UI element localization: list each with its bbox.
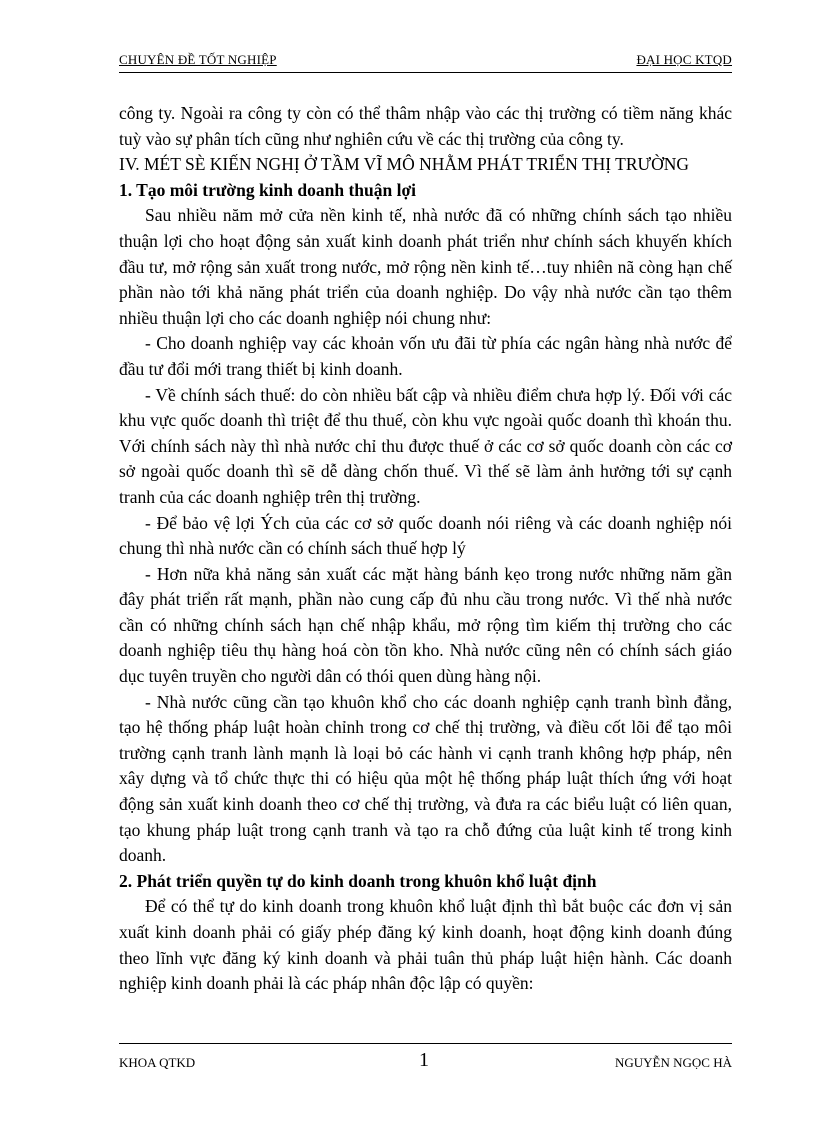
paragraph-5: - Hơn nữa khả năng sản xuất các mặt hàng bánh kẹo trong nước những năm gần đây phát triển rất mạnh, phần nào cung cấp đủ nhu cầu trong nước. Vì thế nhà nước cần có những chính sách hạn chế nhập khẩu, mở rộng tìm kiếm thị trường cho các doanh nghiệp tiêu thụ hàng hoá còn tồn kho. Nhà nước cũng nên có chính sách giáo dục tuyên truyền cho người dân có thói quen dùng hàng nội. xyxy=(119,563,732,687)
page-number: 1 xyxy=(419,1049,429,1071)
paragraph-3: - Về chính sách thuế: do còn nhiều bất cập và nhiều điểm chưa hợp lý. Đối với các khu vực quốc doanh thì triệt để thu thuế, còn khu vực ngoài quốc doanh thì khoán thu. Với chính sách này thì nhà nước chỉ thu được thuế ở các cơ sở quốc doanh còn các cơ sở ngoài quốc doanh thì sẽ dễ dàng chốn thuế. Vì thế sẽ làm ảnh hưởng tới sự cạnh tranh của các doanh nghiệp trên thị trường. xyxy=(119,384,732,507)
header-left: CHUYÊN ĐỀ TỐT NGHIỆP xyxy=(119,52,277,67)
paragraph-1: Sau nhiều năm mở cửa nền kinh tế, nhà nước đã có những chính sách tạo nhiều thuận lợi cho hoạt động sản xuất kinh doanh phát triển như chính sách khuyến khích đầu tư, mở rộng sản xuất trong nước, mở rộng nền kinh tế…tuy nhiên nã còng hạn chế phần nào tới khả năng phát triển của doanh nghiệp. Do vậy nhà nước cần tạo thêm nhiều thuận lợi cho các doanh nghiệp nói chung như: xyxy=(119,205,732,328)
paragraph-6: - Nhà nước cũng cần tạo khuôn khổ cho các doanh nghiệp cạnh tranh bình đẳng, tạo hệ thống pháp luật hoàn chỉnh trong cơ chế thị trường, và điều cốt lõi để tạo môi trường cạnh tranh lành mạnh là loại bỏ các hành vi cạnh tranh không hợp pháp, nên xây dựng và tổ chức thực thi có hiệu qủa một hệ thống pháp luật thích ứng với hoạt động sản xuất kinh doanh theo cơ chế thị trường, và đưa ra các biểu luật có liên quan, tạo khung pháp luật trong cạnh tranh và tạo ra chỗ đứng của luật kinh tế trong kinh doanh. xyxy=(119,691,732,866)
paragraph-7: Để có thể tự do kinh doanh trong khuôn khổ luật định thì bắt buộc các đơn vị sản xuất kinh doanh phải có giấy phép đăng ký kinh doanh, hoạt động kinh doanh đúng theo lĩnh vực đăng ký kinh doanh và phải tuân thủ pháp luật hiện hành. Các doanh nghiệp kinh doanh phải là các pháp nhân độc lập có quyền: xyxy=(119,896,732,994)
paragraph-2: - Cho doanh nghiệp vay các khoản vốn ưu đãi từ phía các ngân hàng nhà nước để đầu tư đổi mới trang thiết bị kinh doanh. xyxy=(119,333,732,379)
header-right: ĐẠI HỌC KTQD xyxy=(636,52,732,67)
subheading-1: 1. Tạo môi trường kinh doanh thuận lợi xyxy=(119,179,417,200)
subheading-2: 2. Phát triển quyền tự do kinh doanh trong khuôn khổ luật định xyxy=(119,870,597,891)
section-heading-iv: IV. MÉT SÈ KIẾN NGHỊ Ở TẦM VĨ MÔ NHẰM PHÁT TRIỂN THỊ TRƯỜNG xyxy=(119,154,690,175)
footer-right: NGUYỄN NGỌC HÀ xyxy=(615,1055,732,1070)
page-footer xyxy=(119,1043,732,1072)
paragraph-4: - Để bảo vệ lợi Ých của các cơ sở quốc doanh nói riêng và các doanh nghiệp nói chung thì nhà nước cần có chính sách thuế hợp lý xyxy=(119,512,732,559)
footer-left: KHOA QTKD xyxy=(119,1055,196,1070)
paragraph-0: công ty. Ngoài ra công ty còn có thể thâm nhập vào các thị trường có tiềm năng khác tuỳ vào sự phân tích cũng như nghiên cứu về các thị trường của công ty. xyxy=(119,103,732,149)
document-body xyxy=(119,101,732,997)
page-header xyxy=(119,52,732,73)
